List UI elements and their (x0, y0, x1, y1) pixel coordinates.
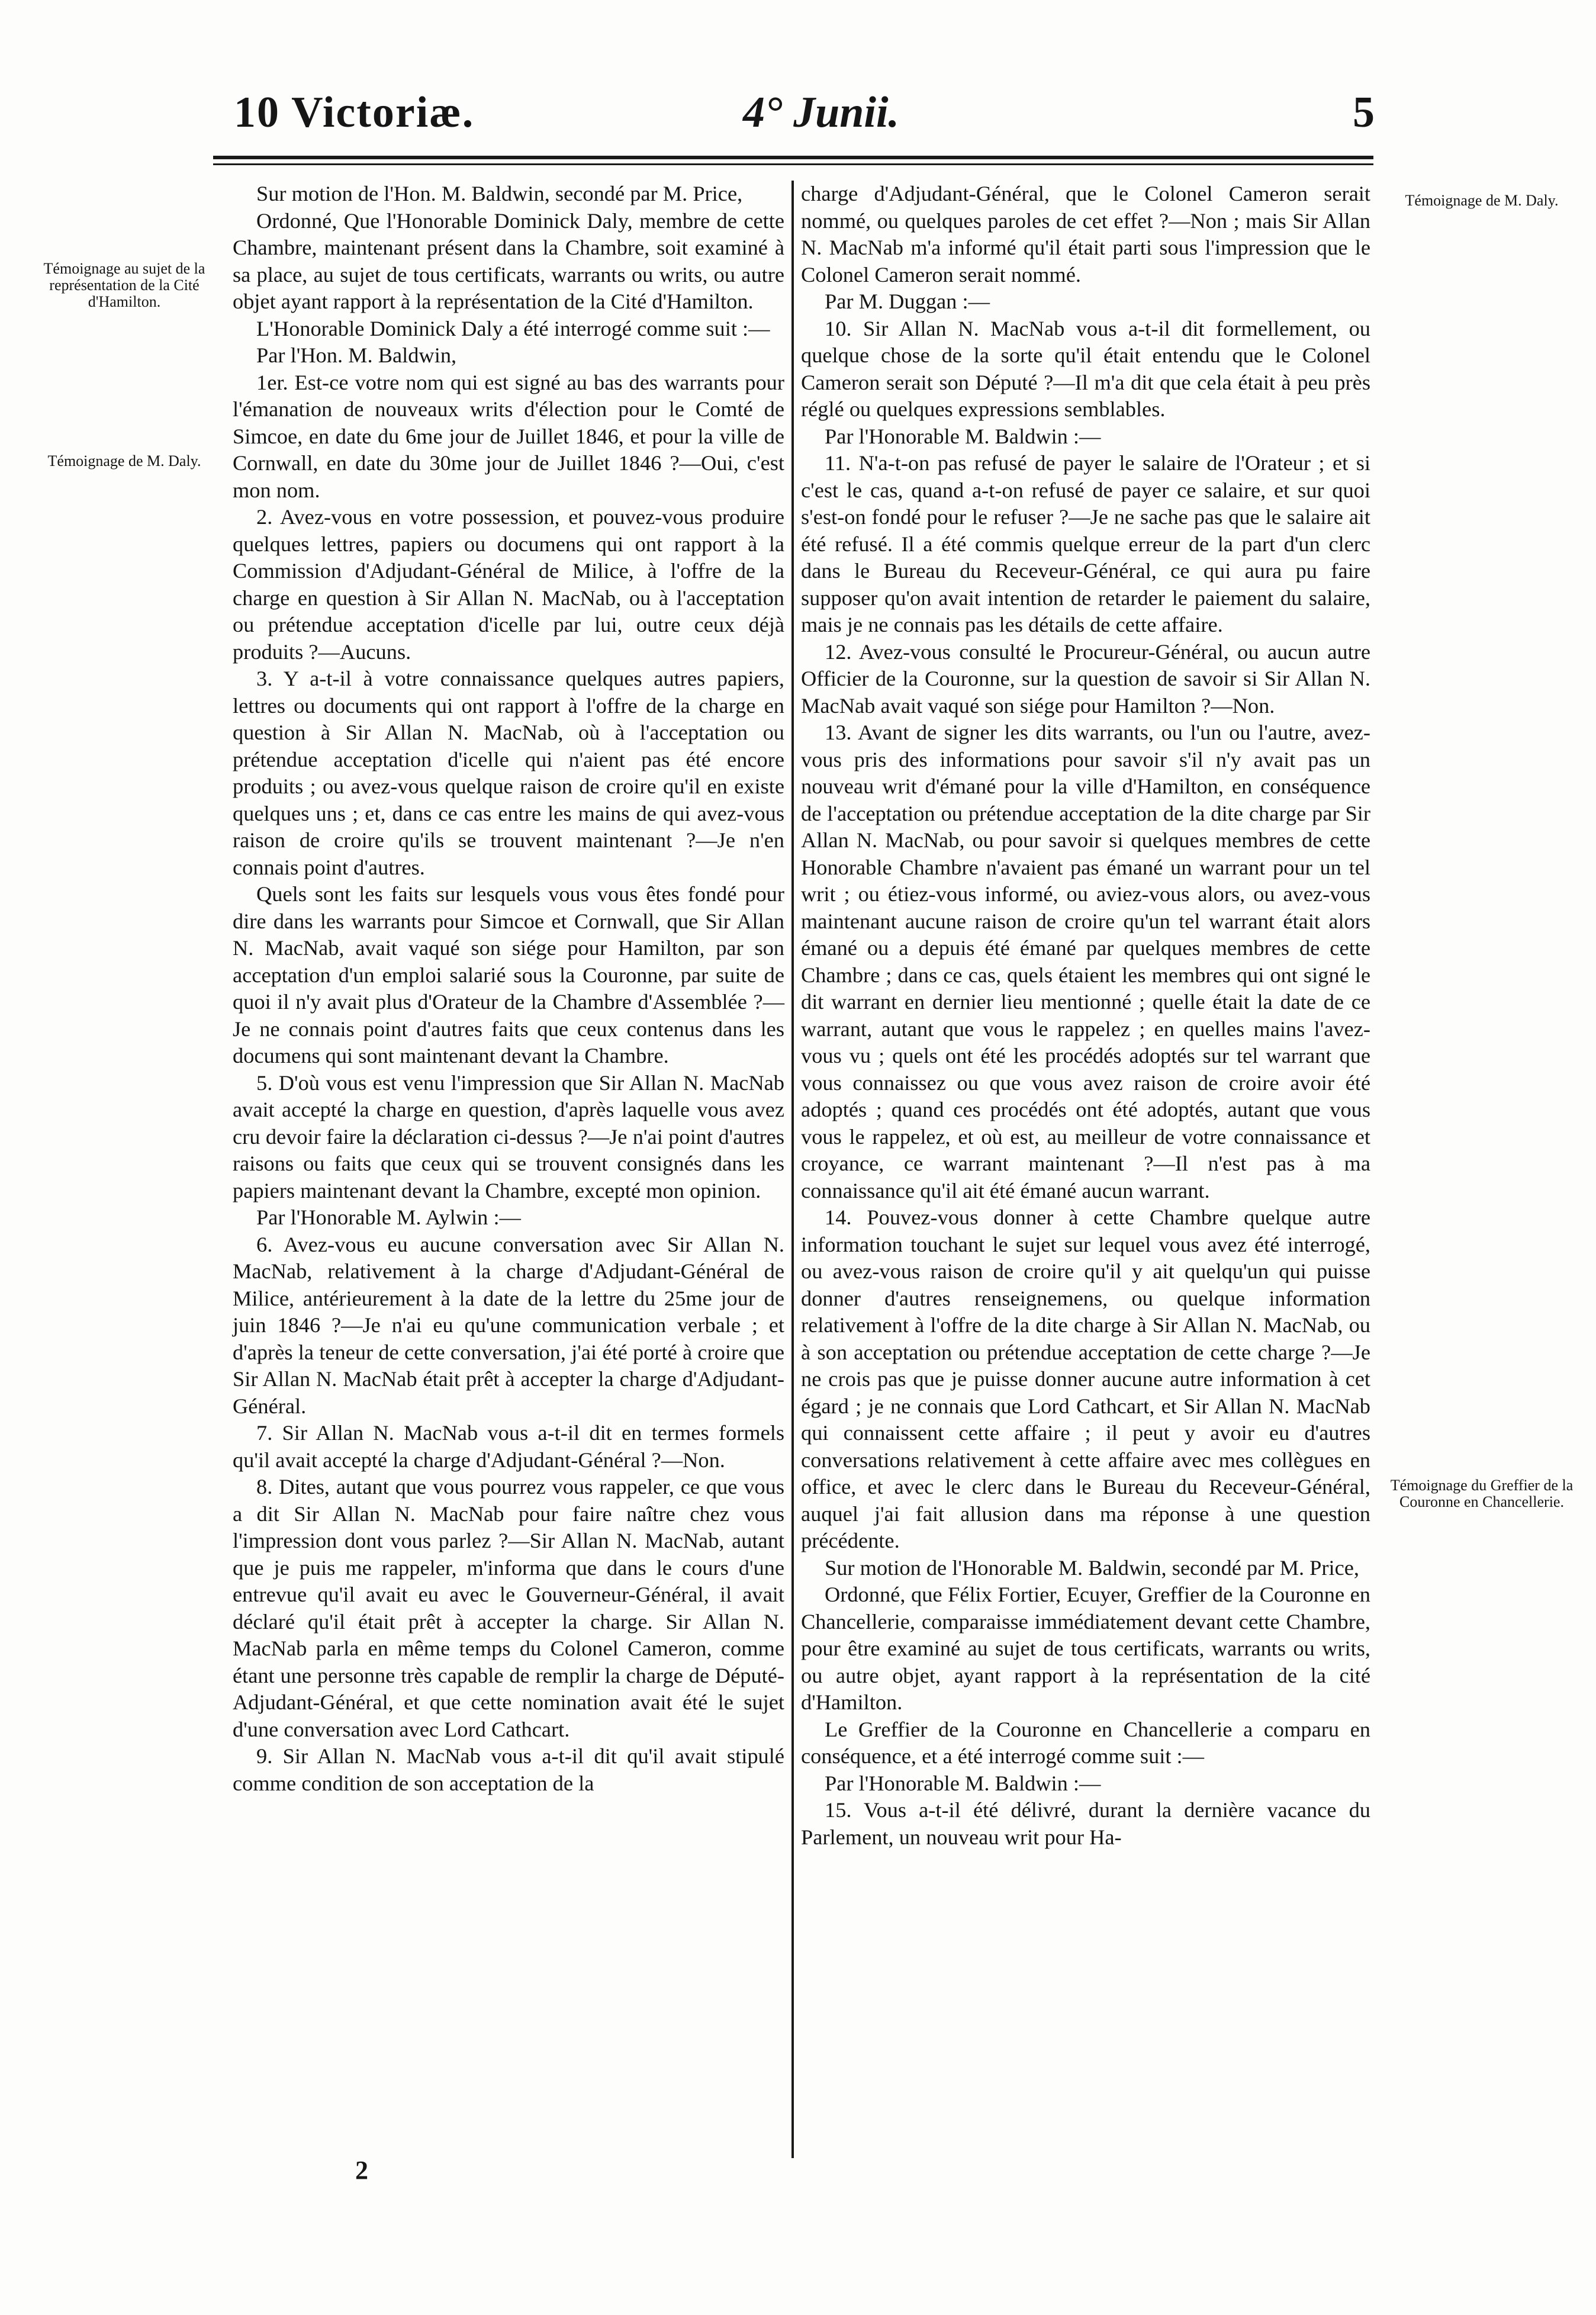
page-number: 5 (1353, 88, 1375, 137)
paragraph-question-12: 12. Avez-vous consulté le Procureur-Général, ou aucun autre Officier de la Couronne, sur la question de savoir si Sir Allan N. MacNab avait vaqué son siége pour Hamilton ?—Non. (801, 639, 1370, 718)
paragraph-continuation: charge d'Adjudant-Général, que le Colonel Cameron serait nommé, ou quelques paroles de cet effet ?—Non ; mais Sir Allan N. MacNab m'a informé qu'il était parti sous l'impression que le Colonel Cameron serait nommé. (801, 182, 1370, 287)
paragraph-question-1: 1er. Est-ce votre nom qui est signé au bas des warrants pour l'émanation de nouveaux writs d'élection pour le Comté de Simcoe, en date du 6me jour de Juillet 1846, et pour la ville de Cornwall, en date du 30me jour de Juillet 1846 ?—Oui, c'est mon nom. (233, 370, 784, 502)
paragraph-interrogation: L'Honorable Dominick Daly a été interrogé comme suit :— (256, 316, 770, 340)
margin-note-representation: Témoignage au sujet de la représentation de la Cité d'Hamilton. (43, 260, 205, 310)
header-rule-thick (213, 156, 1373, 159)
margin-note-daly: Témoignage de M. Daly. (47, 452, 201, 470)
paragraph-speaker: Par l'Hon. M. Baldwin, (256, 343, 457, 367)
header-date-text: 4° Junii. (743, 88, 900, 137)
paragraph-question-13: 13. Avant de signer les dits warrants, ou l'un ou l'autre, avez-vous pris des informations pour savoir s'il n'y avait pas un nouveau writ d'émané pour la ville d'Hamilton, en conséquence de l'acceptation ou prétendue acceptation de la dite charge par Sir Allan N. MacNab, ou pour savoir si quelques membres de cette Honorable Chambre n'avaient pas émané un warrant pour un tel writ ; ou étiez-vous informé, ou aviez-vous alors, ou avez-vous maintenant aucune raison de croire qu'un tel warrant était alors émané ou a depuis été émané par quelques membres de cette Chambre ; dans ce cas, quels étaient les membres qui ont signé le dit warrant en dernier lieu mentionné ; quelle était la date de ce warrant, autant que vous le rappelez ; en quelles mains l'avez-vous vu ; quels ont été les procédés adoptés sur tel warrant que vous connaissez ou que vous avez raison de croire avoir été adoptés ; quand ces procédés ont été adoptés, autant que vous vous le rappelez, et où est, au meilleur de votre connaissance et croyance, ce warrant maintenant ?—Il n'est pas à ma connaissance qu'il ait été émané aucun warrant. (801, 721, 1370, 1202)
margin-note-greffier: Témoignage du Greffier de la Couronne en Chancellerie. (1390, 1477, 1574, 1510)
paragraph-motion: Sur motion de l'Hon. M. Baldwin, secondé par M. Price, (256, 182, 743, 205)
paragraph-speaker: Par l'Honorable M. Baldwin :— (825, 1771, 1101, 1795)
left-column (233, 181, 784, 1797)
paragraph-question-3: 3. Y a-t-il à votre connaissance quelques autres papiers, lettres ou documents qui ont rapport à l'offre de la charge en question à Sir Allan N. MacNab, où à l'acceptation ou prétendue acceptation d'icelle qui n'aient pas été encore produits ; ou avez-vous quelque raison de croire qu'il en existe quelques uns ; et, dans ce cas entre les mains de qui avez-vous raison de croire qu'ils se trouvent maintenant ?—Je n'en connais point d'autres. (233, 667, 784, 879)
signature-mark: 2 (355, 2156, 368, 2185)
paragraph-question-7: 7. Sir Allan N. MacNab vous a-t-il dit en termes formels qu'il avait accepté la charge d'Adjudant-Général ?—Non. (233, 1421, 784, 1472)
paragraph-question-11: 11. N'a-t-on pas refusé de payer le salaire de l'Orateur ; et si c'est le cas, quand a-t-on refusé de payer ce salaire, et sur quoi s'est-on fondé pour le refuser ?—Je ne sache pas que le salaire ait été refusé. Il a été commis quelque erreur de la part d'un clerc dans le Bureau du Receveur-Général, ce qui aura pu faire supposer qu'on avait intention de retarder le paiement du salaire, mais je ne connais pas les détails de cette affaire. (801, 451, 1370, 636)
paragraph-question-15: 15. Vous a-t-il été délivré, durant la dernière vacance du Parlement, un nouveau writ pour Ha- (801, 1798, 1370, 1849)
paragraph-question-5: 5. D'où vous est venu l'impression que Sir Allan N. MacNab avait accepté la charge en question, d'après laquelle vous avez cru devoir faire la déclaration ci-dessus ?—Je n'ai point d'autres raisons ou faits que ceux qui se trouvent consignés dans les papiers maintenant devant la Chambre, excepté mon opinion. (233, 1070, 784, 1202)
header-date (743, 89, 899, 136)
paragraph-question-9: 9. Sir Allan N. MacNab vous a-t-il dit qu'il avait stipulé comme condition de son acceptation de la (233, 1744, 784, 1795)
header-rule-thin (213, 163, 1373, 165)
column-divider (791, 181, 794, 2158)
paragraph-appearance: Le Greffier de la Couronne en Chancellerie a comparu en conséquence, et a été interrogé comme suit :— (801, 1717, 1370, 1768)
paragraph-motion: Sur motion de l'Honorable M. Baldwin, secondé par M. Price, (825, 1555, 1360, 1580)
paragraph-order: Ordonné, que Félix Fortier, Ecuyer, Greffier de la Couronne en Chancellerie, comparaisse immédiatement devant cette Chambre, pour être examiné au sujet de tous certificats, warrants ou writs, ou autre objet, ayant rapport à la représentation de la cité d'Hamilton. (801, 1583, 1370, 1714)
paragraph-speaker: Par l'Honorable M. Aylwin :— (256, 1205, 521, 1229)
header-session: 10 Victoriæ. (234, 88, 475, 137)
paragraph-speaker: Par M. Duggan :— (825, 290, 990, 313)
paragraph-question-4: Quels sont les faits sur lesquels vous vous êtes fondé pour dire dans les warrants pour Simcoe et Cornwall, que Sir Allan N. MacNab, avait vaqué son siége pour Hamilton, par son acceptation d'un emploi salarié sous la Couronne, par suite de quoi il n'y avait plus d'Orateur de la Chambre d'Assemblée ?—Je ne connais point d'autres faits que ceux contenus dans les documens qui sont maintenant devant la Chambre. (233, 882, 784, 1068)
right-column (801, 181, 1370, 1851)
paragraph-question-14: 14. Pouvez-vous donner à cette Chambre quelque autre information touchant le sujet sur lequel vous avez été interrogé, ou avez-vous raison de croire qu'il y ait quelqu'un qui puisse donner d'autres renseignemens, ou quelque information relativement à l'offre de la dite charge à Sir Allan N. MacNab, ou à son acceptation ou prétendue acceptation de cette charge ?—Je ne crois pas que je puisse donner aucune autre information à cet égard ; je ne connais que Lord Cathcart, et Sir Allan N. MacNab qui connaissent cette affaire ; il peut y avoir eu d'autres conversations relativement à cette affaire avec mes collègues en office, et avec le clerc dans le Bureau du Receveur-Général, auquel j'ai fait allusion dans ma réponse à une question précédente. (801, 1205, 1370, 1552)
paragraph-order: Ordonné, Que l'Honorable Dominick Daly, membre de cette Chambre, maintenant présent dans la Chambre, soit examiné à sa place, au sujet de tous certificats, warrants ou writs, ou autre objet ayant rapport à la représentation de la Cité d'Hamilton. (233, 208, 784, 313)
margin-note-daly-right: Témoignage de M. Daly. (1405, 192, 1559, 209)
paragraph-speaker: Par l'Honorable M. Baldwin :— (825, 424, 1101, 448)
paragraph-question-6: 6. Avez-vous eu aucune conversation avec Sir Allan N. MacNab, relativement à la charge d'Adjudant-Général de Milice, antérieurement à la date de la lettre du 25me jour de juin 1846 ?—Je n'ai eu qu'une communication verbale ; et d'après la teneur de cette conversation, j'ai été porté à croire que Sir Allan N. MacNab était prêt à accepter la charge d'Adjudant-Général. (233, 1232, 784, 1418)
paragraph-question-8: 8. Dites, autant que vous pourrez vous rappeler, ce que vous a dit Sir Allan N. MacNab pour faire naître chez vous l'impression dont vous parlez ?—Sir Allan N. MacNab, autant que je puis me rappeler, m'informa que dans le cours d'une entrevue qu'il avait eu avec le Gouverneur-Général, il avait déclaré qu'il était prêt à accepter la charge. Sir Allan N. MacNab parla en même temps du Colonel Cameron, comme étant une personne très capable de remplir la charge de Député-Adjudant-Général, et que cette nomination avait été le sujet d'une conversation avec Lord Cathcart. (233, 1475, 784, 1741)
paragraph-question-10: 10. Sir Allan N. MacNab vous a-t-il dit formellement, ou quelque chose de la sorte qu'il était entendu que le Colonel Cameron serait son Député ?—Il m'a dit que cela était à peu près réglé ou quelques expressions semblables. (801, 316, 1370, 421)
paragraph-question-2: 2. Avez-vous en votre possession, et pouvez-vous produire quelques lettres, papiers ou documens qui ont rapport à la Commission d'Adjudant-Général de Milice, à l'offre de la charge en question à Sir Allan N. MacNab, ou à l'acceptation ou prétendue acceptation d'icelle par lui, outre ceux déjà produits ?—Aucuns. (233, 505, 784, 664)
